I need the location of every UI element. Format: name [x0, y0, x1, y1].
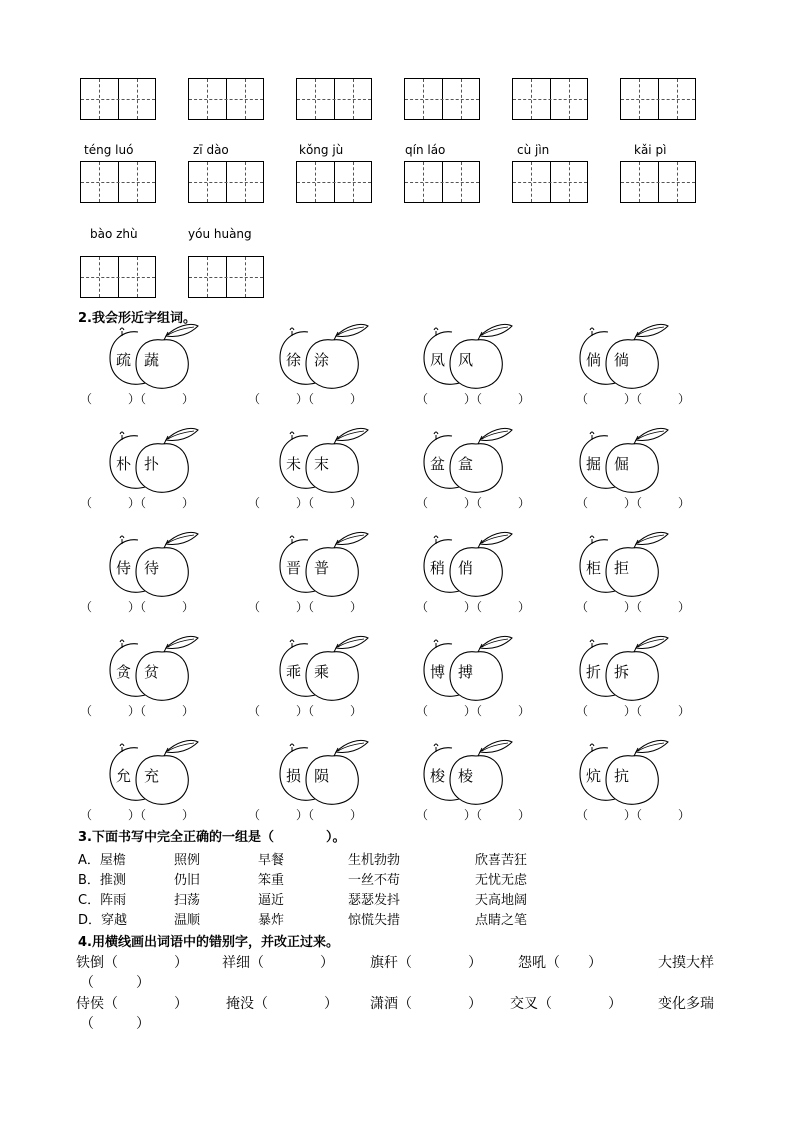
- apple-pair: [106, 634, 216, 704]
- char-right: 陨: [314, 767, 330, 785]
- answer-blanks[interactable]: （ ）（ ）: [248, 496, 363, 510]
- writing-grid-r1-5[interactable]: [512, 78, 588, 120]
- pinyin-label: cù jìn: [517, 143, 550, 157]
- apple-pair: [106, 738, 216, 808]
- char-left: 柜: [586, 559, 602, 577]
- apple-pair: [276, 738, 386, 808]
- pinyin-label: téng luó: [84, 143, 134, 157]
- answer-blanks[interactable]: （ ）（ ）: [80, 496, 195, 510]
- apple-pair: [420, 738, 530, 808]
- char-left: 盆: [430, 455, 446, 473]
- answer-blanks[interactable]: （ ）（ ）: [576, 392, 691, 406]
- option-word: 点睛之笔: [475, 913, 528, 928]
- option-label[interactable]: C．阵雨: [78, 893, 127, 908]
- writing-grid-r1-6[interactable]: [620, 78, 696, 120]
- option-word: 惊慌失措: [348, 913, 401, 928]
- answer-blanks[interactable]: （ ）（ ）: [80, 392, 195, 406]
- word-correction-item[interactable]: 掩没（ ）: [226, 996, 338, 1012]
- char-left: 损: [286, 767, 302, 785]
- q3-heading: 3.下面书写中完全正确的一组是（ ）。: [78, 830, 346, 845]
- writing-grid-r1-2[interactable]: [188, 78, 264, 120]
- apple-pair: [276, 530, 386, 600]
- option-word: 照例: [174, 853, 201, 868]
- char-right: 拆: [614, 663, 630, 681]
- word-correction-item[interactable]: 潇酒（ ）: [370, 996, 482, 1012]
- char-right: 充: [144, 767, 160, 785]
- word-correction-blank[interactable]: （ ）: [80, 975, 150, 991]
- word-correction-item[interactable]: 大摸大样: [658, 955, 714, 971]
- option-word: 温顺: [174, 913, 201, 928]
- char-left: 乖: [286, 663, 302, 681]
- answer-blanks[interactable]: （ ）（ ）: [416, 600, 531, 614]
- word-correction-item[interactable]: 侍侯（ ）: [76, 996, 188, 1012]
- answer-blanks[interactable]: （ ）（ ）: [576, 808, 691, 822]
- option-word: 早餐: [258, 853, 285, 868]
- char-left: 疏: [116, 351, 132, 369]
- answer-blanks[interactable]: （ ）（ ）: [576, 704, 691, 718]
- apple-pair: [420, 530, 530, 600]
- pinyin-label: yóu huàng: [188, 227, 252, 241]
- apple-pair: [106, 322, 216, 392]
- apple-pair: [276, 322, 386, 392]
- answer-blanks[interactable]: （ ）（ ）: [80, 600, 195, 614]
- char-right: 俏: [458, 559, 474, 577]
- char-left: 倘: [586, 351, 602, 369]
- char-left: 稍: [430, 559, 446, 577]
- char-right: 待: [144, 559, 160, 577]
- writing-grid-r1-3[interactable]: [296, 78, 372, 120]
- answer-blanks[interactable]: （ ）（ ）: [80, 704, 195, 718]
- option-word: 一丝不苟: [348, 873, 401, 888]
- option-word: 欣喜苦狂: [475, 853, 528, 868]
- word-correction-item[interactable]: 旗秆（ ）: [370, 955, 482, 971]
- answer-blanks[interactable]: （ ）（ ）: [576, 600, 691, 614]
- char-right: 徜: [614, 351, 630, 369]
- writing-grid-r3-2[interactable]: [188, 256, 264, 298]
- pinyin-label: kǒng jù: [299, 143, 344, 157]
- q2-heading: 2.我会形近字组词。: [78, 311, 196, 326]
- apple-pair: [420, 634, 530, 704]
- word-correction-item[interactable]: 铁倒（ ）: [76, 955, 188, 971]
- option-word: 逼近: [258, 893, 285, 908]
- answer-blanks[interactable]: （ ）（ ）: [80, 808, 195, 822]
- option-word: 生机勃勃: [348, 853, 401, 868]
- char-right: 抗: [614, 767, 630, 785]
- char-left: 晋: [286, 559, 302, 577]
- word-correction-item[interactable]: 交叉（ ）: [510, 996, 622, 1012]
- option-word: 笨重: [258, 873, 285, 888]
- char-right: 蔬: [144, 351, 160, 369]
- word-correction-item[interactable]: 怨吼（ ）: [518, 955, 602, 971]
- char-left: 侍: [116, 559, 132, 577]
- pinyin-label: bào zhù: [90, 227, 138, 241]
- pinyin-label: qín láo: [405, 143, 446, 157]
- char-right: 拒: [614, 559, 630, 577]
- char-right: 风: [458, 351, 474, 369]
- char-right: 搏: [458, 663, 474, 681]
- answer-blanks[interactable]: （ ）（ ）: [416, 496, 531, 510]
- answer-blanks[interactable]: （ ）（ ）: [248, 392, 363, 406]
- apple-pair: [576, 530, 686, 600]
- char-left: 未: [286, 455, 302, 473]
- option-word: 天高地阔: [475, 893, 528, 908]
- char-left: 允: [116, 767, 132, 785]
- char-left: 贪: [116, 663, 132, 681]
- option-label[interactable]: D．穿越: [78, 913, 128, 928]
- char-right: 乘: [314, 663, 330, 681]
- answer-blanks[interactable]: （ ）（ ）: [248, 808, 363, 822]
- char-right: 盒: [458, 455, 474, 473]
- answer-blanks[interactable]: （ ）（ ）: [576, 496, 691, 510]
- option-word: 仍旧: [174, 873, 201, 888]
- char-left: 徐: [286, 351, 302, 369]
- pinyin-label: zī dào: [193, 143, 229, 157]
- char-left: 炕: [586, 767, 602, 785]
- apple-pair: [420, 322, 530, 392]
- answer-blanks[interactable]: （ ）（ ）: [416, 704, 531, 718]
- apple-pair: [276, 426, 386, 496]
- char-right: 倔: [614, 455, 630, 473]
- char-right: 普: [314, 559, 330, 577]
- char-left: 凤: [430, 351, 446, 369]
- writing-grid-r1-1[interactable]: [80, 78, 156, 120]
- option-word: 瑟瑟发抖: [348, 893, 401, 908]
- writing-grid-r2-3[interactable]: [296, 161, 372, 203]
- writing-grid-r1-4[interactable]: [404, 78, 480, 120]
- writing-grid-r2-5[interactable]: [512, 161, 588, 203]
- word-correction-item[interactable]: 变化多瑞: [658, 996, 714, 1012]
- char-left: 折: [586, 663, 602, 681]
- pinyin-label: kǎi pì: [634, 143, 667, 157]
- apple-pair: [576, 322, 686, 392]
- writing-grid-r2-6[interactable]: [620, 161, 696, 203]
- apple-pair: [576, 738, 686, 808]
- char-right: 涂: [314, 351, 330, 369]
- apple-pair: [106, 426, 216, 496]
- char-left: 掘: [586, 455, 602, 473]
- answer-blanks[interactable]: （ ）（ ）: [248, 600, 363, 614]
- option-word: 暴炸: [258, 913, 285, 928]
- char-right: 棱: [458, 767, 474, 785]
- writing-grid-r2-1[interactable]: [80, 161, 156, 203]
- option-word: 无忧无虑: [475, 873, 528, 888]
- word-correction-blank[interactable]: （ ）: [80, 1016, 150, 1032]
- answer-blanks[interactable]: （ ）（ ）: [416, 808, 531, 822]
- apple-pair: [576, 634, 686, 704]
- char-left: 朴: [116, 455, 132, 473]
- char-left: 博: [430, 663, 446, 681]
- answer-blanks[interactable]: （ ）（ ）: [248, 704, 363, 718]
- q4-heading: 4.用横线画出词语中的错别字，并改正过来。: [78, 935, 339, 950]
- answer-blanks[interactable]: （ ）（ ）: [416, 392, 531, 406]
- word-correction-item[interactable]: 祥细（ ）: [222, 955, 334, 971]
- writing-grid-r2-4[interactable]: [404, 161, 480, 203]
- apple-pair: [106, 530, 216, 600]
- writing-grid-r2-2[interactable]: [188, 161, 264, 203]
- char-right: 扑: [144, 455, 160, 473]
- option-label[interactable]: A．屋檐: [78, 853, 126, 868]
- writing-grid-r3-1[interactable]: [80, 256, 156, 298]
- option-word: 扫荡: [174, 893, 201, 908]
- apple-pair: [576, 426, 686, 496]
- char-left: 梭: [430, 767, 446, 785]
- apple-pair: [420, 426, 530, 496]
- option-label[interactable]: B．推测: [78, 873, 126, 888]
- char-right: 末: [314, 455, 330, 473]
- apple-pair: [276, 634, 386, 704]
- char-right: 贫: [144, 663, 160, 681]
